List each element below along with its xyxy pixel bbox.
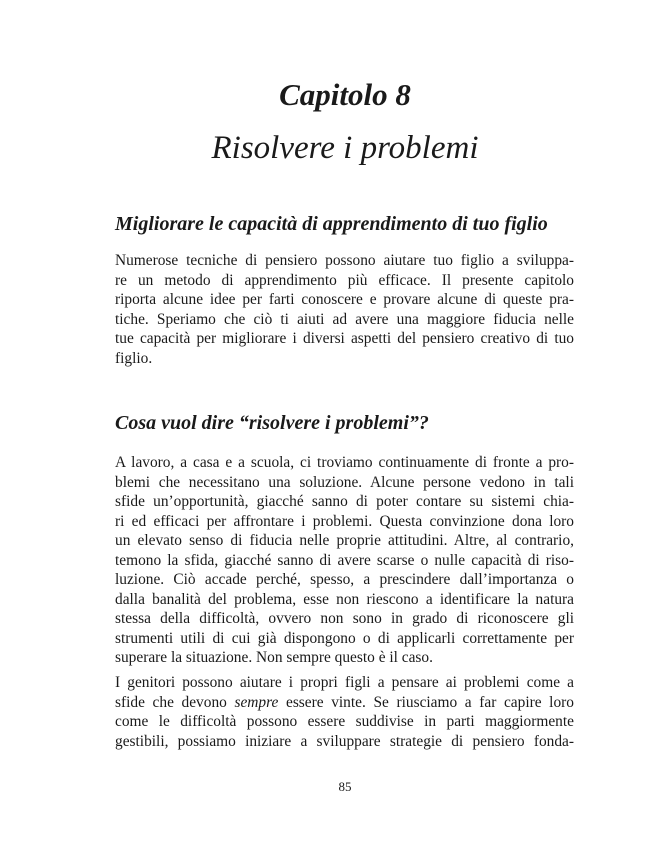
text-line: riporta alcune idee per farti conoscere e provare alcune di queste pra-	[115, 291, 574, 308]
paragraph-lavoro-casa-scuola	[115, 453, 574, 668]
paragraph-apprendimento	[115, 251, 574, 368]
paragraph-genitori	[115, 673, 574, 751]
text-line: luzione. Ciò accade perché, spesso, a prescindere dall’importanza o	[115, 571, 574, 588]
text-line: superare la situazione. Non sempre questo è il caso.	[115, 649, 433, 666]
text-line: gestibili, possiamo iniziare a sviluppare strategie di pensiero fonda-	[115, 732, 574, 750]
text-line: Numerose tecniche di pensiero possono aiutare tuo figlio a sviluppa-	[115, 252, 574, 269]
text-line: tiche. Speriamo che ciò ti aiuti ad avere una maggiore fiducia nelle	[115, 310, 574, 328]
emphasis-word: sempre	[234, 693, 279, 711]
text-line-with-emphasis	[115, 693, 574, 713]
text-line: tue capacità per migliorare i diversi aspetti del pensiero creativo di tuo	[115, 330, 574, 347]
text-line: ri ed efficaci per affrontare i problemi. Questa convinzione dona loro	[115, 512, 574, 530]
chapter-number: Capitolo 8	[279, 77, 411, 112]
text-line: dalla banalità del problema, esse non riescono a identificare la natura	[115, 590, 574, 608]
text-line: A lavoro, a casa e a scuola, ci troviamo continuamente di fronte a pro-	[115, 454, 574, 471]
section-heading-risolvere: Cosa vuol dire “risolvere i problemi”?	[115, 412, 429, 434]
text-line: come le difficoltà possono essere suddivise in parti maggiormente	[115, 713, 574, 730]
text-line: strumenti utili di cui già dispongono o di applicarli correttamente per	[115, 629, 574, 647]
text-line: sfide un’opportunità, giacché sanno di poter contare su sistemi chia-	[115, 493, 574, 510]
text-line: blemi che necessitano una soluzione. Alcune persone vedono in tali	[115, 473, 574, 491]
text-line: I genitori possono aiutare i propri figli a pensare ai problemi come a	[115, 674, 574, 691]
text-line: re un metodo di apprendimento più efficace. Il presente capitolo	[115, 271, 574, 289]
text-run: essere vinte. Se riusciamo a far capire loro	[278, 693, 574, 711]
text-line: figlio.	[115, 349, 153, 367]
section-heading-apprendimento: Migliorare le capacità di apprendimento di tuo figlio	[115, 213, 548, 235]
page-number: 85	[338, 779, 352, 794]
chapter-title: Risolvere i problemi	[211, 130, 479, 166]
text-run: sfide che devono	[115, 693, 235, 711]
text-line: temono la sfida, giacché sanno di avere scarse o nulle capacità di riso-	[115, 551, 574, 569]
text-line: un elevato senso di fiducia nelle proprie attitudini. Altre, al contrario,	[115, 532, 574, 549]
text-line: stessa della difficoltà, ovvero non sono in grado di riconoscere gli	[115, 610, 574, 627]
